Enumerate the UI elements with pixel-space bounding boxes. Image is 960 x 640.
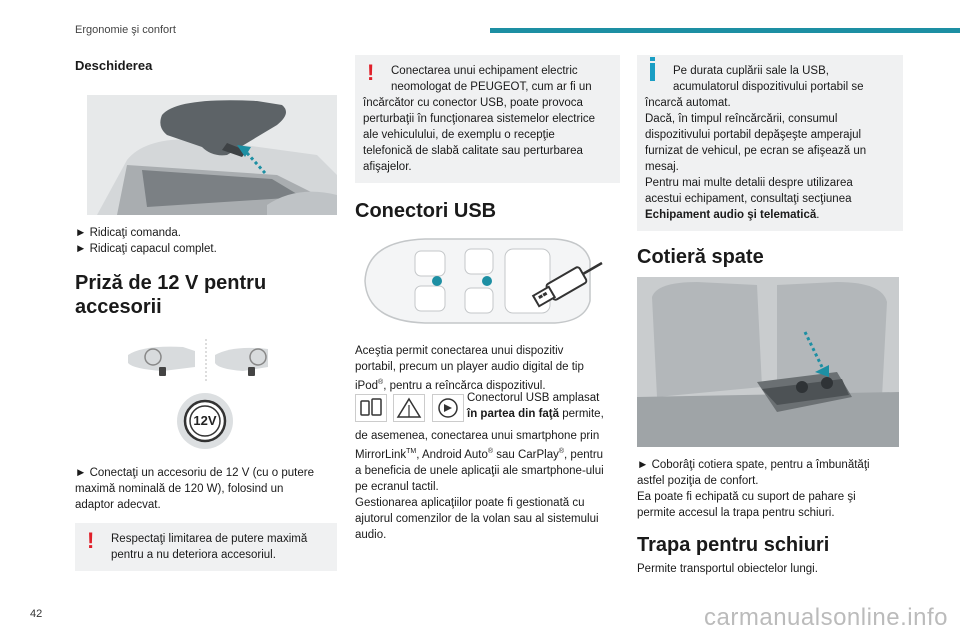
rear-seat-drawing [637, 277, 899, 447]
carplay-icon [432, 394, 464, 422]
cotiera-1: ► Coborâţi cotiera spate, pentru a îmbunătăţi [637, 459, 870, 471]
warning-box-usb [355, 55, 620, 183]
cotiera-4: permite accesul la trapa pentru schiuri. [637, 507, 835, 519]
info-9: acestui echipament, consultaţi secţiunea [645, 193, 852, 205]
usb-p2-1: de asemenea, conectarea unui smartphone prin [355, 429, 600, 442]
usb-p2-6: ajutorul comenzilor de la volan sau al sistemului [355, 512, 599, 525]
heading-priza-12v: Priză de 12 V pentru [75, 272, 267, 294]
priza-text-2: maximă nominală de 120 W), folosind un [75, 483, 284, 495]
android-auto-icon [393, 394, 425, 422]
usb-p2-2: MirrorLink™, Android Auto® sau CarPlay®, pentru [355, 447, 604, 461]
heading-deschiderea: Deschiderea [75, 58, 153, 73]
cotiera-3: Ea poate fi echipată cu suport de pahare şi [637, 491, 856, 503]
info-10: Echipament audio şi telematică. [645, 209, 820, 221]
usb-p1-1: Aceştia permit conectarea unui dispozitiv [355, 345, 564, 357]
socket-location-illustration [123, 337, 337, 385]
step-raise-control: ► Ridicaţi comanda. [75, 227, 181, 239]
cotiera-2: astfel poziţia de confort. [637, 475, 759, 487]
armrest-illustration [87, 95, 337, 215]
page-number: 42 [30, 608, 43, 620]
mirrorlink-icon [355, 394, 387, 422]
dashboard-socket-drawing [123, 337, 273, 385]
usb-p2-7: audio. [355, 528, 387, 541]
header-accent-bar [490, 28, 960, 33]
usb-p1-3: iPod®, pentru a reîncărca dispozitivul. [355, 379, 546, 392]
car-topview-drawing [355, 231, 620, 331]
usb-p2-3: a beneficia de unele aplicaţii ale smartphone-ului [355, 464, 604, 477]
info-7: mesaj. [645, 161, 679, 173]
heading-trapa-schiuri: Trapa pentru schiuri [637, 534, 830, 556]
watermark: carmanualsonline.info [704, 604, 948, 631]
warn-power-1: Respectaţi limitarea de putere maximă [111, 533, 308, 545]
socket-12v-icon [175, 391, 235, 451]
trapa-text: Permite transportul obiectelor lungi. [637, 563, 818, 575]
warn-usb-2: neomologat de PEUGEOT, cum ar fi un [391, 81, 592, 93]
armrest-drawing [87, 95, 337, 215]
usb-p2-5: Gestionarea aplicaţiilor poate fi gestionată cu [355, 496, 585, 509]
warn-usb-1: Conectarea unui echipament electric [391, 65, 578, 77]
info-3: încarcă automat. [645, 97, 731, 109]
info-4: Dacă, în timpul reîncărcării, consumul [645, 113, 838, 125]
warn-usb-6: telefonică de slabă calitate sau perturbarea [363, 145, 583, 157]
warn-usb-5: ale vehiculului, de exemplu o recepţie [363, 129, 555, 141]
info-2: acumulatorul dispozitivului portabil se [673, 81, 864, 93]
heading-priza-12v-line2: accesorii [75, 296, 162, 318]
usb-location-1: Conectorul USB amplasat [467, 391, 600, 404]
info-icon [650, 63, 655, 81]
heading-cotiera-spate: Cotieră spate [637, 246, 764, 268]
running-header: Ergonomie şi confort [75, 24, 176, 36]
warn-usb-7: afişajelor. [363, 161, 412, 173]
rear-armrest-illustration [637, 277, 899, 447]
usb-location-2: în partea din faţă permite, [467, 407, 604, 420]
warning-icon: ! [87, 528, 95, 553]
usb-car-illustration [355, 231, 620, 331]
warning-icon: ! [367, 60, 375, 85]
step-raise-lid: ► Ridicaţi capacul complet. [75, 243, 217, 255]
priza-text-3: adaptor adecvat. [75, 499, 161, 511]
warn-usb-4: perturbaţii în funcţionarea sistemelor electrice [363, 113, 596, 125]
info-6: furnizat de vehicul, pe ecran se afişează un [645, 145, 867, 157]
warn-power-2: pentru a nu deteriora accesoriul. [111, 549, 276, 561]
warning-box-power [75, 523, 337, 571]
info-8: Pentru mai multe detalii despre utilizarea [645, 177, 853, 189]
heading-conectori-usb: Conectori USB [355, 200, 497, 222]
usb-p1-2: portabil, precum un player audio digital de tip [355, 361, 584, 373]
socket-label: 12V [193, 413, 217, 428]
column-right [637, 55, 903, 577]
info-5: dispozitivului portabil depăşeşte amperajul [645, 129, 862, 141]
usb-p2-4: pe ecranul tactil. [355, 480, 439, 493]
priza-text-1: ► Conectaţi un accesoriu de 12 V (cu o putere [75, 467, 314, 479]
info-box-usb-charging [637, 55, 903, 231]
info-1: Pe durata cuplării sale la USB, [673, 65, 829, 77]
warn-usb-3: încărcător cu conector USB, poate provoca [363, 97, 583, 109]
column-middle [355, 55, 620, 543]
column-left [75, 50, 337, 571]
